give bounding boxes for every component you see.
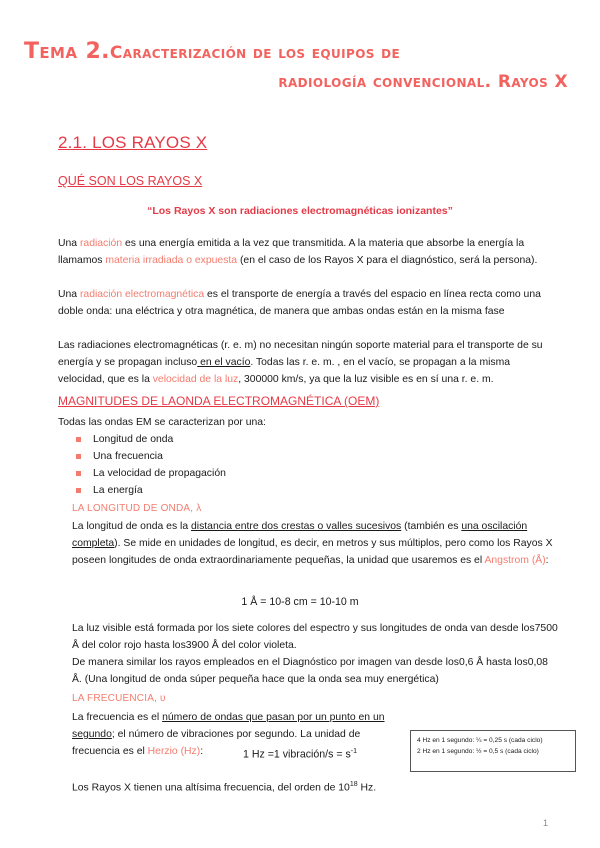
subsection-heading-what: QUÉ SON LOS RAYOS X (58, 174, 203, 188)
document-title (24, 38, 572, 97)
note-line: 4 Hz en 1 segundo: ¼ = 0,25 s (cada ciclo) (417, 737, 543, 744)
paragraph-frecuencia-rx: Los Rayos X tienen una altísima frecuencia, del orden de $10^{18}$ Hz. (72, 781, 377, 794)
subsection-heading-magnitudes: MAGNITUDES DE LAONDA ELECTROMAGNÉTICA (OEM) (58, 394, 380, 408)
term-distancia-crestas: distancia entre dos crestas o valles sucesivos (191, 521, 402, 532)
term-velocidad-luz: velocidad de la luz (152, 374, 239, 385)
paragraph-diagnostico: De manera similar los rayos empleados en el Diagnóstico por imagen van desde los0,6 Å hasta los0,08 Å. (Una longitud de onda súper pequeña hace que la onda sea muy energética) (72, 657, 548, 685)
term-radiacion-electromagnetica: radiación electromagnética (79, 289, 205, 300)
title-line1: Caracterización de los equipos de (109, 43, 401, 63)
paragraph-longitud: La longitud de onda es la distancia entre dos crestas o valles sucesivos (también es una oscilación completa). Se mide en unidades de longitud, es decir, en metros y sus múltiplos, pero como los Rayos X poseen longitudes de onda extraordinariamente pequeñas, la unidad que usaremos es el Angstrom (Å): (72, 521, 553, 566)
list-item: La velocidad de propagación (74, 465, 226, 482)
title-line2: radiología convencional. Rayos X (278, 72, 568, 92)
term-numero-ondas: número de ondas que pasan por un punto en un segundo (72, 712, 385, 740)
list-item: La energía (74, 482, 226, 499)
term-radiacion: radiación (79, 238, 123, 249)
title-number: Tema 2. (24, 39, 110, 64)
formula-hz: 1 Hz =1 vibración/s = $s^{-1}$ (243, 748, 357, 761)
formula-angstrom: 1 Å = 10-8 cm = 10-10 m (241, 596, 359, 608)
list-item: Longitud de onda (74, 431, 226, 448)
definition-quote: “Los Rayos X son radiaciones electromagnéticas ionizantes” (147, 205, 453, 217)
heading-longitud-onda: LA LONGITUD DE ONDA, λ (72, 503, 202, 514)
note-line: 2 Hz en 1 segundo: ½ = 0,5 s (cada ciclo) (417, 748, 539, 755)
page-number: 1 (543, 818, 549, 828)
term-oscilacion-completa: una oscilación completa (72, 521, 528, 549)
paragraph-propagacion: Las radiaciones electromagnéticas (r. e. m) no necesitan ningún soporte material para el transporte de su energía y se propagan incluso en el vacío. Todas las r. e. m. , en el vacío, se propagan a la misma velocidad, que es la velocidad de la luz, 300000 km/s, ya que la luz visible es en sí una r. e. m. (58, 340, 543, 385)
paragraph-luz-visible: La luz visible está formada por los siete colores del espectro y sus longitudes de onda van desde los7500 Å del color rojo hasta los3900 Å del color violeta. (72, 623, 558, 651)
term-herzio: Herzio (Hz) (147, 746, 201, 757)
frequency-note-box (410, 730, 576, 772)
magnitudes-list (74, 431, 226, 499)
heading-frecuencia: LA FRECUENCIA, υ (72, 693, 166, 704)
paragraph-rem: Una radiación electromagnética es el transporte de energía a través del espacio en línea recta como una doble onda: una eléctrica y otra magnética, de manera que ambas ondas están en la misma fase (58, 289, 541, 317)
list-item: Una frecuencia (74, 448, 226, 465)
section-heading: 2.1. LOS RAYOS X (58, 133, 208, 152)
term-angstrom: Angstrom (Å) (484, 555, 546, 566)
paragraph-radiacion: Una radiación es una energía emitida a la vez que transmitida. A la materia que absorbe la energía la llamamos materia irradiada o expuesta (en el caso de los Rayos X para el diagnóstico, será la persona). (58, 238, 538, 266)
magnitudes-intro: Todas las ondas EM se caracterizan por una: (58, 417, 266, 428)
term-vacio: en el vacío (197, 357, 251, 368)
term-materia-irradiada: materia irradiada o expuesta (105, 255, 238, 266)
paragraph-frecuencia: La frecuencia es el número de ondas que pasan por un punto en un segundo; el número de vibraciones por segundo. La unidad de frecuencia es el Herzio (Hz): (72, 712, 385, 757)
